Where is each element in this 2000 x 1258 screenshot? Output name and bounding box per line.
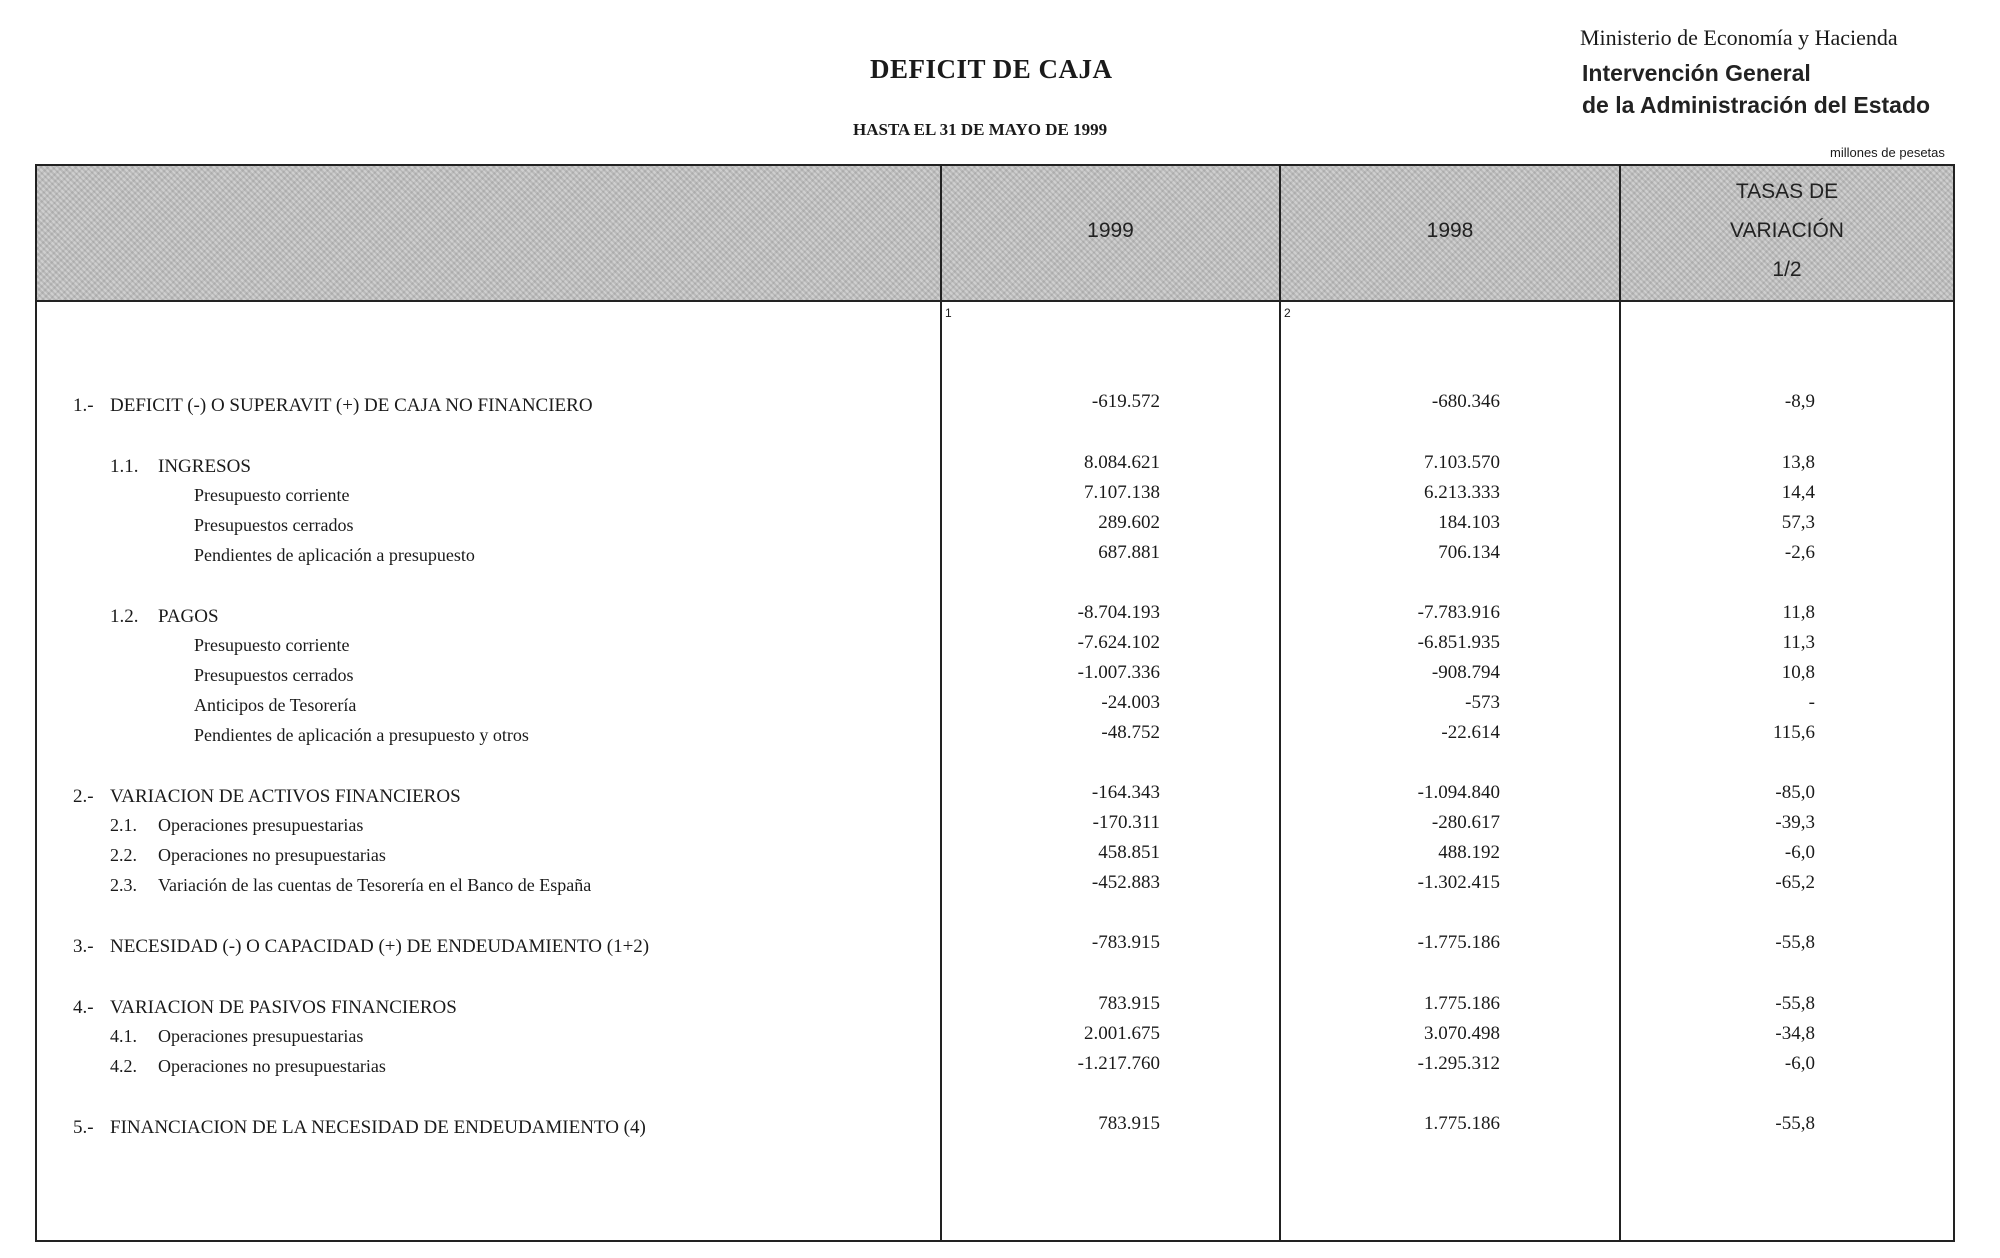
- units-note: millones de pesetas: [1830, 145, 1945, 160]
- variation-rate: -34,8: [1775, 1023, 1815, 1044]
- row-label: Operaciones no presupuestarias: [158, 845, 386, 865]
- variation-rate: -6,0: [1784, 842, 1815, 863]
- row-label: Presupuestos cerrados: [194, 665, 354, 685]
- variation-rate: -2,6: [1784, 542, 1815, 563]
- row-code: 5.-: [73, 1117, 94, 1138]
- variation-rate: -65,2: [1775, 872, 1815, 893]
- value-1999: -8.704.193: [1077, 602, 1160, 623]
- header-divider: [37, 300, 1953, 302]
- value-1999: -783.915: [1091, 932, 1160, 953]
- value-1998: -573: [1465, 692, 1500, 713]
- row-code: 1.-: [73, 395, 94, 416]
- value-1999: -1.217.760: [1077, 1053, 1160, 1074]
- variation-rate: 14,4: [1781, 482, 1815, 503]
- column-header-1999: 1999: [1087, 219, 1134, 242]
- row-code: 2.1.: [110, 815, 137, 835]
- value-1998: 7.103.570: [1424, 452, 1500, 473]
- value-1999: -170.311: [1092, 812, 1160, 833]
- value-1998: -280.617: [1431, 812, 1500, 833]
- row-code: 2.2.: [110, 845, 137, 865]
- value-1999: 289.602: [1098, 512, 1160, 533]
- organization-line-1: Intervención General: [1582, 60, 1811, 86]
- value-1998: 3.070.498: [1424, 1023, 1500, 1044]
- value-1998: -1.302.415: [1417, 872, 1500, 893]
- row-code: 1.1.: [110, 456, 139, 477]
- row-label: DEFICIT (-) O SUPERAVIT (+) DE CAJA NO FINANCIERO: [110, 395, 593, 416]
- value-1998: 488.192: [1438, 842, 1500, 863]
- row-label: Pendientes de aplicación a presupuesto y otros: [194, 725, 529, 745]
- value-1998: -6.851.935: [1417, 632, 1500, 653]
- page-subtitle: HASTA EL 31 DE MAYO DE 1999: [853, 120, 1108, 139]
- value-1998: -680.346: [1431, 391, 1500, 412]
- variation-rate: -55,8: [1775, 1113, 1815, 1134]
- value-1998: -22.614: [1441, 722, 1500, 743]
- row-code: 4.-: [73, 997, 94, 1018]
- variation-rate: 115,6: [1772, 722, 1815, 743]
- variation-rate: -55,8: [1775, 993, 1815, 1014]
- value-1998: -7.783.916: [1417, 602, 1500, 623]
- row-label: Operaciones presupuestarias: [158, 815, 364, 835]
- value-1999: -452.883: [1091, 872, 1160, 893]
- row-label: VARIACION DE ACTIVOS FINANCIEROS: [110, 786, 461, 807]
- value-1999: -164.343: [1091, 782, 1160, 803]
- value-1999: 458.851: [1098, 842, 1160, 863]
- column-header-rate-line1: TASAS DE: [1735, 180, 1839, 203]
- column-divider-3: [1619, 166, 1621, 1240]
- value-1999: -48.752: [1101, 722, 1160, 743]
- value-1998: -1.295.312: [1417, 1053, 1500, 1074]
- row-label: FINANCIACION DE LA NECESIDAD DE ENDEUDAMIENTO (4): [110, 1117, 646, 1138]
- value-1998: 1.775.186: [1424, 993, 1500, 1014]
- value-1999: -1.007.336: [1077, 662, 1160, 683]
- row-label: Presupuesto corriente: [194, 635, 350, 655]
- row-code: 2.3.: [110, 875, 137, 895]
- variation-rate: -8,9: [1784, 391, 1815, 412]
- row-label: NECESIDAD (-) O CAPACIDAD (+) DE ENDEUDAMIENTO (1+2): [110, 936, 650, 957]
- variation-rate: 11,8: [1782, 602, 1815, 623]
- variation-rate: -6,0: [1784, 1053, 1815, 1074]
- variation-rate: 13,8: [1781, 452, 1815, 473]
- variation-rate: -: [1808, 692, 1815, 713]
- variation-rate: 11,3: [1782, 632, 1815, 653]
- row-label: Operaciones no presupuestarias: [158, 1056, 386, 1076]
- value-1999: -7.624.102: [1077, 632, 1160, 653]
- row-code: 3.-: [73, 936, 94, 957]
- value-1998: 706.134: [1438, 542, 1500, 563]
- row-code: 2.-: [73, 786, 94, 807]
- row-code: 4.2.: [110, 1056, 137, 1076]
- value-1998: 1.775.186: [1424, 1113, 1500, 1134]
- value-1998: -1.775.186: [1417, 932, 1500, 953]
- variation-rate: -85,0: [1775, 782, 1815, 803]
- column-header-rate-line2: VARIACIÓN: [1730, 219, 1844, 242]
- column-number-1: 1: [945, 306, 952, 320]
- variation-rate: 10,8: [1781, 662, 1815, 683]
- value-1999: 687.881: [1098, 542, 1160, 563]
- row-label: Presupuesto corriente: [194, 485, 350, 505]
- value-1998: -908.794: [1431, 662, 1500, 683]
- value-1999: -24.003: [1101, 692, 1160, 713]
- row-label: Pendientes de aplicación a presupuesto: [194, 545, 475, 565]
- ministry-name: Ministerio de Economía y Hacienda: [1580, 25, 1898, 50]
- column-header-1998: 1998: [1426, 219, 1474, 242]
- organization-line-2: de la Administración del Estado: [1582, 92, 1931, 118]
- variation-rate: 57,3: [1781, 512, 1815, 533]
- value-1999: 7.107.138: [1084, 482, 1160, 503]
- value-1999: 2.001.675: [1084, 1023, 1160, 1044]
- row-label: INGRESOS: [158, 456, 251, 477]
- row-label: Anticipos de Tesorería: [194, 695, 357, 715]
- value-1999: -619.572: [1091, 391, 1160, 412]
- column-header-rate-line3: 1/2: [1772, 258, 1802, 281]
- value-1998: 184.103: [1438, 512, 1500, 533]
- row-label: PAGOS: [158, 606, 219, 627]
- row-code: 1.2.: [110, 606, 139, 627]
- row-label: Variación de las cuentas de Tesorería en el Banco de España: [158, 875, 592, 895]
- column-divider-1: [940, 166, 942, 1240]
- value-1999: 783.915: [1098, 993, 1160, 1014]
- row-label: Operaciones presupuestarias: [158, 1026, 364, 1046]
- value-1999: 783.915: [1098, 1113, 1160, 1134]
- value-1998: 6.213.333: [1424, 482, 1500, 503]
- variation-rate: -39,3: [1775, 812, 1815, 833]
- value-1999: 8.084.621: [1084, 452, 1160, 473]
- column-divider-2: [1279, 166, 1281, 1240]
- value-1998: -1.094.840: [1417, 782, 1500, 803]
- variation-rate: -55,8: [1775, 932, 1815, 953]
- row-label: VARIACION DE PASIVOS FINANCIEROS: [110, 997, 457, 1018]
- row-code: 4.1.: [110, 1026, 137, 1046]
- column-number-2: 2: [1284, 306, 1291, 320]
- page-title: DEFICIT DE CAJA: [870, 54, 1113, 84]
- row-label: Presupuestos cerrados: [194, 515, 354, 535]
